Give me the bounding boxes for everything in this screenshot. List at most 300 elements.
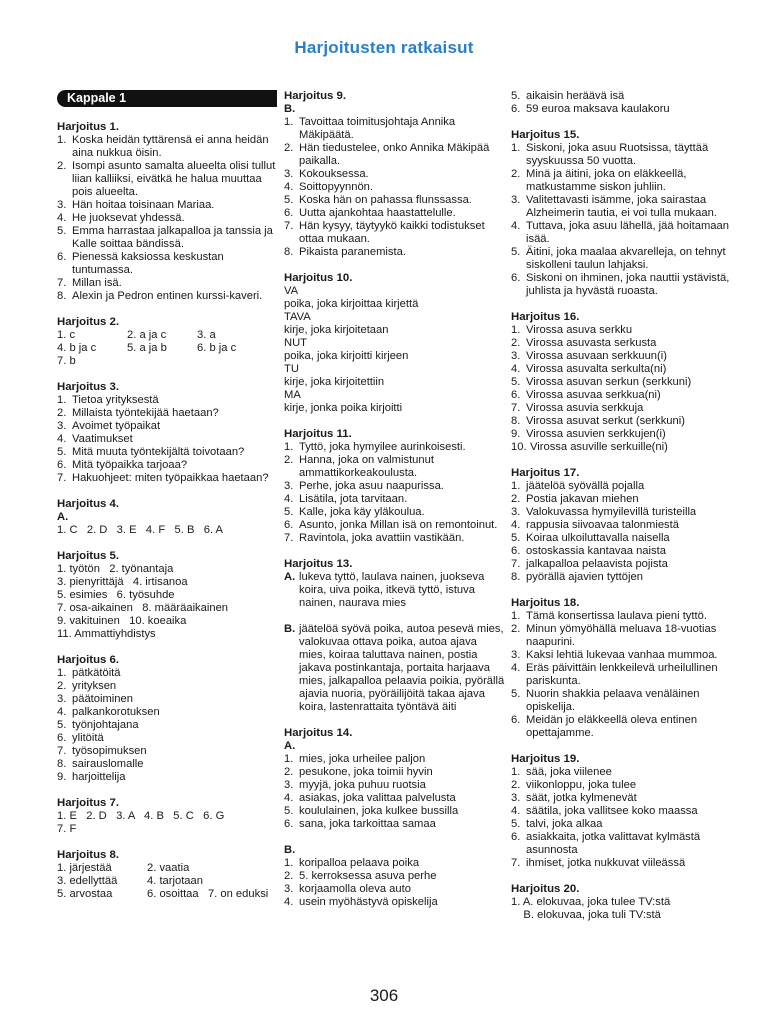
exercise-section: [284, 428, 506, 545]
item-number: 7.: [511, 857, 521, 869]
item-text: Minä ja äitini, joka on eläkkeellä, matkustamme siskon juhliin.: [526, 168, 687, 193]
list-item: [57, 433, 279, 446]
exercise-section: [511, 129, 733, 298]
item-text: korjaamolla oleva auto: [299, 883, 411, 895]
item-number: 4.: [511, 519, 521, 531]
item-text: Asunto, jonka Millan isä on remontoinut.: [299, 519, 498, 531]
exercise-section: [57, 381, 279, 485]
item-number: 2.: [511, 337, 521, 349]
list-item: [511, 376, 733, 389]
text-line: 11. Ammattiyhdistys: [57, 628, 156, 640]
item-number: 3.: [511, 506, 521, 518]
item-number: 6.: [511, 272, 521, 284]
list-item: [57, 758, 279, 771]
item-number: 3.: [284, 480, 294, 492]
item-number: 4.: [284, 181, 294, 193]
list-item: [57, 706, 279, 719]
list-item: [511, 571, 733, 584]
item-text: Hanna, joka on valmistunut ammattikorkeakoulusta.: [299, 454, 434, 479]
exercise-title: Harjoitus 8.: [57, 849, 120, 861]
item-text: Kaksi lehtiä lukevaa vanhaa mummoa.: [526, 649, 718, 661]
answer-cell: 4. b ja c: [57, 342, 97, 354]
item-text: Koiraa ulkoiluttavalla naisella: [526, 532, 670, 544]
item-number: 1.: [511, 324, 521, 336]
item-number: 6.: [511, 831, 521, 843]
item-text: Siskoni, joka asuu Ruotsissa, täyttää syyskuussa 50 vuotta.: [526, 142, 709, 167]
item-number: 8.: [284, 246, 294, 258]
item-number: 3.: [57, 199, 67, 211]
list-item: [284, 883, 506, 896]
item-number: 2.: [511, 623, 521, 635]
list-item: [511, 480, 733, 493]
item-number: 2.: [57, 680, 67, 692]
item-number: 7.: [57, 745, 67, 757]
exercise-title: Harjoitus 13.: [284, 558, 353, 570]
item-number: 6.: [511, 389, 521, 401]
item-text: ostoskassia kantavaa naista: [526, 545, 666, 557]
list-item: [511, 688, 733, 714]
item-text: viikonloppu, joka tulee: [526, 779, 637, 791]
item-text: Meidän jo eläkkeellä oleva entinen opettajamme.: [526, 714, 698, 739]
item-text: Valokuvassa hymyilevillä turisteilla: [526, 506, 697, 518]
list-item: [511, 324, 733, 337]
item-text: Eräs päivittäin lenkkeilevä urheilullinen pariskunta.: [526, 662, 718, 687]
list-item: [57, 251, 279, 277]
item-number: 5.: [57, 446, 67, 458]
item-number: 5.: [57, 225, 67, 237]
item-text: asiakas, joka valittaa palvelusta: [299, 792, 456, 804]
list-item: [511, 90, 733, 103]
answer-cell: 1. c: [57, 329, 76, 341]
list-item: [57, 290, 279, 303]
item-text: Tämä konsertissa laulava pieni tyttö.: [526, 610, 707, 622]
exercise-title: Harjoitus 19.: [511, 753, 580, 765]
answer-cell: 4. tarjotaan: [147, 875, 203, 887]
item-number: 4.: [57, 433, 67, 445]
answer-cell: 1. järjestää: [57, 862, 112, 874]
item-number: 1.: [511, 610, 521, 622]
item-number: 9.: [57, 771, 67, 783]
exercise-section: [511, 90, 733, 116]
item-number: 5.: [284, 805, 294, 817]
item-number: 9.: [511, 428, 521, 440]
item-number: 5.: [511, 246, 521, 258]
item-number: 7.: [57, 472, 67, 484]
text-line: VA: [284, 285, 299, 297]
item-text: ihmiset, jotka nukkuvat viileässä: [526, 857, 686, 869]
exercise-title: Harjoitus 4.: [57, 498, 120, 510]
item-number: 3.: [284, 168, 294, 180]
item-text: Emma harrastaa jalkapalloa ja tanssia ja Kalle soittaa bändissä.: [72, 225, 273, 250]
list-item: [511, 545, 733, 558]
exercise-section: [511, 753, 733, 870]
exercise-title: Harjoitus 11.: [284, 428, 352, 440]
answer-cell: 2. vaatia: [147, 862, 190, 874]
exercise-section: [284, 844, 506, 909]
text-line: 3. pienyrittäjä 4. irtisanoa: [57, 576, 188, 588]
item-text: Koska heidän tyttärensä ei anna heidän aina nukkua öisin.: [72, 134, 269, 159]
item-number: 8.: [511, 415, 521, 427]
exercise-title: Harjoitus 1.: [57, 121, 120, 133]
text-line: A.: [57, 511, 69, 523]
list-item: [511, 857, 733, 870]
item-number: 1.: [284, 753, 294, 765]
exercise-section: [57, 316, 279, 368]
exercise-title: Harjoitus 7.: [57, 797, 120, 809]
text-line: 9. vakituinen 10. koeaika: [57, 615, 187, 627]
exercise-subheading: B.: [284, 103, 296, 115]
item-number: 3.: [284, 883, 294, 895]
exercise-title: Harjoitus 3.: [57, 381, 120, 393]
item-number: 2.: [284, 454, 294, 466]
item-text: sää, joka viilenee: [526, 766, 612, 778]
list-item: [57, 693, 279, 706]
item-text: yrityksen: [72, 680, 117, 692]
item-text: Uutta ajankohtaa haastattelulle.: [299, 207, 456, 219]
list-item: [284, 454, 506, 480]
item-number: 5.: [511, 688, 521, 700]
item-text: Virossa asuvaan serkkuun(i): [526, 350, 667, 362]
list-item: [284, 519, 506, 532]
exercise-title: Harjoitus 2.: [57, 316, 120, 328]
list-item: [284, 779, 506, 792]
answer-grid: [57, 329, 279, 368]
item-number: 2.: [57, 160, 67, 172]
item-number: 1.: [511, 766, 521, 778]
item-text: usein myöhästyvä opiskelija: [299, 896, 438, 908]
item-text: jäätelöä syövä poika, autoa pesevä mies, valokuvaa ottava poika, autoa ajava mies, koiraa taluttava nainen, postia jakava postinkantaja, portaita harjaava mies, jalkapalloa pelaavia poikia, pyörällä ajavia nuoria, pyöräilijöitä takaa ajava koira, lastenrattaita työntävä äiti: [299, 623, 505, 713]
item-number: 7.: [284, 220, 294, 232]
item-text: Pikaista paranemista.: [299, 246, 406, 258]
item-text: palkankorotuksen: [72, 706, 160, 718]
item-text: Virossa asuville serkuille(ni): [530, 441, 668, 453]
list-item: [511, 402, 733, 415]
list-item: [284, 766, 506, 779]
answer-cell: [197, 355, 267, 368]
item-text: Tuttava, joka asuu lähellä, jää hoitamaan isää.: [526, 220, 729, 245]
item-text: rappusia siivoavaa talonmiestä: [526, 519, 679, 531]
item-text: Tietoa yrityksestä: [72, 394, 159, 406]
item-number: 5.: [284, 194, 294, 206]
item-number: 2.: [284, 766, 294, 778]
list-item: [511, 623, 733, 649]
text-line: kirje, joka kirjoitetaan: [284, 324, 389, 336]
list-item: [511, 389, 733, 402]
item-number: 4.: [511, 363, 521, 375]
list-item: [511, 779, 733, 792]
chapter-heading: Kappale 1: [57, 90, 277, 107]
answer-cell: 5. arvostaa: [57, 888, 113, 900]
exercise-title: Harjoitus 16.: [511, 311, 580, 323]
list-item: [57, 732, 279, 745]
list-item: [511, 337, 733, 350]
list-item: [57, 394, 279, 407]
exercise-section: [57, 797, 279, 836]
item-number: 4.: [284, 493, 294, 505]
item-text: säätila, joka vallitsee koko maassa: [526, 805, 698, 817]
list-item: [57, 134, 279, 160]
item-text: Minun yömyöhällä meluava 18-vuotias naapurini.: [526, 623, 717, 648]
item-number: 6.: [511, 545, 521, 557]
list-item: [511, 142, 733, 168]
list-item: [511, 662, 733, 688]
text-line: poika, joka kirjoitti kirjeen: [284, 350, 409, 362]
item-text: Valitettavasti isämme, joka sairastaa Alzheimerin tautia, ei voi tulla mukaan.: [526, 194, 717, 219]
list-item: [57, 719, 279, 732]
item-number: 5.: [511, 376, 521, 388]
item-text: Virossa asuvat serkut (serkkuni): [526, 415, 685, 427]
list-item: [511, 506, 733, 519]
item-text: Pienessä kaksiossa keskustan tuntumassa.: [72, 251, 224, 276]
text-line: poika, joka kirjoittaa kirjettä: [284, 298, 419, 310]
exercise-section: [284, 272, 506, 415]
item-number: 2.: [511, 168, 521, 180]
list-item: [284, 168, 506, 181]
item-text: Tyttö, joka hymyilee aurinkoisesti.: [299, 441, 466, 453]
item-text: Vaatimukset: [72, 433, 133, 445]
list-item: [284, 181, 506, 194]
list-item: [284, 870, 506, 883]
page-title: Harjoitusten ratkaisut: [294, 38, 474, 57]
text-line: NUT: [284, 337, 307, 349]
item-text: pesukone, joka toimii hyvin: [299, 766, 433, 778]
item-number: 2.: [511, 779, 521, 791]
text-line: 1. E 2. D 3. A 4. B 5. C 6. G: [57, 810, 225, 822]
item-text: Virossa asuvasta serkusta: [526, 337, 657, 349]
exercise-title: Harjoitus 9.: [284, 90, 347, 102]
text-line: TAVA: [284, 311, 311, 323]
item-number: 1.: [511, 480, 521, 492]
list-item: [57, 420, 279, 433]
item-text: sairauslomalle: [72, 758, 144, 770]
item-number: 3.: [57, 693, 67, 705]
list-item: [511, 649, 733, 662]
list-item: [57, 745, 279, 758]
list-item: [511, 558, 733, 571]
item-number: 1.: [57, 394, 67, 406]
item-text: aikaisin heräävä isä: [526, 90, 625, 102]
list-item: [511, 194, 733, 220]
list-item: [511, 350, 733, 363]
item-text: jäätelöä syövällä pojalla: [526, 480, 645, 492]
list-item: [57, 771, 279, 784]
item-number: 7.: [284, 532, 294, 544]
list-item: [284, 220, 506, 246]
list-item: [57, 212, 279, 225]
list-item: [57, 407, 279, 420]
exercise-section: [57, 654, 279, 784]
item-text: Koska hän on pahassa flunssassa.: [299, 194, 472, 206]
item-text: Virossa asuvalta serkulta(ni): [526, 363, 667, 375]
exercise-section: [57, 121, 279, 303]
item-text: työnjohtajana: [72, 719, 139, 731]
text-line: 7. F: [57, 823, 77, 835]
item-number: 6.: [284, 519, 294, 531]
list-item: [511, 792, 733, 805]
item-text: Millaista työntekijää haetaan?: [72, 407, 219, 419]
item-text: Hän kysyy, täytyykö kaikki todistukset ottaa mukaan.: [299, 220, 485, 245]
list-item: [57, 160, 279, 199]
exercise-subheading: A.: [284, 740, 296, 752]
list-item: [284, 532, 506, 545]
list-item: [511, 428, 733, 441]
list-item: [511, 220, 733, 246]
item-number: 7.: [57, 277, 67, 289]
item-number: 4.: [511, 220, 521, 232]
item-number: 3.: [57, 420, 67, 432]
item-text: Avoimet työpaikat: [72, 420, 161, 432]
item-number: 3.: [284, 779, 294, 791]
exercise-section: [511, 883, 733, 922]
item-text: pätkätöitä: [72, 667, 121, 679]
item-text: mies, joka urheilee paljon: [299, 753, 426, 765]
exercise-section: [57, 849, 279, 901]
list-item: [511, 532, 733, 545]
exercise-section: [511, 311, 733, 454]
item-number: 1.: [511, 142, 521, 154]
list-item: [284, 480, 506, 493]
item-number: 8.: [57, 290, 67, 302]
text-line: 1. C 2. D 3. E 4. F 5. B 6. A: [57, 524, 224, 536]
item-text: Virossa asuvan serkun (serkkuni): [526, 376, 692, 388]
list-item: [57, 446, 279, 459]
item-text: Alexin ja Pedron entinen kurssi-kaveri.: [72, 290, 263, 302]
list-item: [511, 103, 733, 116]
list-item: [511, 363, 733, 376]
item-number: 6.: [284, 818, 294, 830]
list-item: [511, 415, 733, 428]
item-number: 3.: [511, 194, 521, 206]
list-item: [284, 857, 506, 870]
item-number: 6.: [511, 714, 521, 726]
item-text: Kalle, joka käy yläkoulua.: [299, 506, 425, 518]
item-number: 1.: [57, 134, 67, 146]
item-number: 5.: [284, 506, 294, 518]
list-item: [511, 441, 733, 454]
text-line: MA: [284, 389, 301, 401]
text-line: kirje, jonka poika kirjoitti: [284, 402, 403, 414]
item-text: 59 euroa maksava kaulakoru: [526, 103, 670, 115]
item-text: Mitä työpaikka tarjoaa?: [72, 459, 188, 471]
list-item: [284, 142, 506, 168]
text-line: 1. työtön 2. työnantaja: [57, 563, 174, 575]
item-number: 4.: [284, 792, 294, 804]
list-item: [511, 493, 733, 506]
answer-cell: 5. a ja b: [127, 342, 167, 354]
item-number: 6.: [511, 103, 521, 115]
item-text: Hakuohjeet: miten työpaikkaa haetaan?: [72, 472, 269, 484]
list-item: [284, 753, 506, 766]
exercise-section: [57, 550, 279, 641]
item-number: 2.: [57, 407, 67, 419]
answer-cell: 3. edellyttää: [57, 875, 118, 887]
list-item: [57, 199, 279, 212]
exercise-section: [284, 90, 506, 259]
item-number: 5.: [511, 532, 521, 544]
item-number: A.: [284, 571, 296, 583]
exercise-section: [57, 498, 279, 537]
item-text: Perhe, joka asuu naapurissa.: [299, 480, 444, 492]
item-number: 4.: [511, 805, 521, 817]
exercise-section: [284, 727, 506, 831]
item-text: Hän hoitaa toisinaan Mariaa.: [72, 199, 215, 211]
list-item: [284, 194, 506, 207]
item-number: 2.: [284, 142, 294, 154]
list-item: [57, 459, 279, 472]
list-item: [511, 168, 733, 194]
item-number: 5.: [57, 719, 67, 731]
text-line: TU: [284, 363, 299, 375]
answer-cell: 7. b: [57, 355, 76, 367]
item-text: Ravintola, joka avattiin vastikään.: [299, 532, 465, 544]
list-item: [511, 805, 733, 818]
item-number: 4.: [57, 212, 67, 224]
exercise-section: [284, 558, 506, 714]
item-number: 6.: [57, 459, 67, 471]
list-item: [284, 493, 506, 506]
answer-cell: 6. b ja c: [197, 342, 237, 354]
item-text: koululainen, joka kulkee bussilla: [299, 805, 459, 817]
list-item: [57, 472, 279, 485]
item-text: Virossa asuvien serkkujen(i): [526, 428, 666, 440]
item-text: Isompi asunto samalta alueelta olisi tullut liian kalliiksi, eivätkä he halua muuttaa pois alueelta.: [72, 160, 276, 198]
item-number: 4.: [284, 896, 294, 908]
column-1: [57, 90, 279, 914]
list-item: [284, 116, 506, 142]
item-text: [299, 610, 506, 623]
item-number: 1.: [57, 667, 67, 679]
text-line: 5. esimies 6. työsuhde: [57, 589, 175, 601]
item-text: Lisätila, jota tarvitaan.: [299, 493, 408, 505]
item-number: 5.: [511, 90, 521, 102]
answer-cell: 2. a ja c: [127, 329, 167, 341]
item-text: koripalloa pelaava poika: [299, 857, 420, 869]
item-text: säät, jotka kylmenevät: [526, 792, 637, 804]
list-item: [284, 623, 506, 714]
list-item: [284, 246, 506, 259]
item-text: ylitöitä: [72, 732, 104, 744]
item-text: Postia jakavan miehen: [526, 493, 639, 505]
exercise-title: Harjoitus 5.: [57, 550, 120, 562]
list-item: [284, 571, 506, 610]
list-item: [284, 818, 506, 831]
exercise-title: Harjoitus 14.: [284, 727, 353, 739]
list-item: [284, 441, 506, 454]
item-number: 1.: [284, 116, 294, 128]
exercise-title: Harjoitus 18.: [511, 597, 580, 609]
item-text: harjoittelija: [72, 771, 126, 783]
item-number: [284, 610, 299, 623]
item-text: He juoksevat yhdessä.: [72, 212, 185, 224]
list-item: [57, 225, 279, 251]
list-item: [284, 896, 506, 909]
list-item: [511, 818, 733, 831]
exercise-subheading: B.: [284, 844, 296, 856]
item-text: asiakkaita, jotka valittavat kylmästä asunnosta: [526, 831, 701, 856]
item-number: 6.: [57, 251, 67, 263]
text-line: 1. A. elokuvaa, joka tulee TV:stä: [511, 896, 671, 908]
list-item: [57, 680, 279, 693]
item-text: talvi, joka alkaa: [526, 818, 603, 830]
item-number: 3.: [511, 792, 521, 804]
item-number: 5.: [511, 818, 521, 830]
exercise-section: [511, 597, 733, 740]
text-line: kirje, joka kirjoitettiin: [284, 376, 385, 388]
list-item: [57, 667, 279, 680]
item-text: Virossa asuvaa serkkua(ni): [526, 389, 661, 401]
item-text: sana, joka tarkoittaa samaa: [299, 818, 436, 830]
item-number: 2.: [284, 870, 294, 882]
